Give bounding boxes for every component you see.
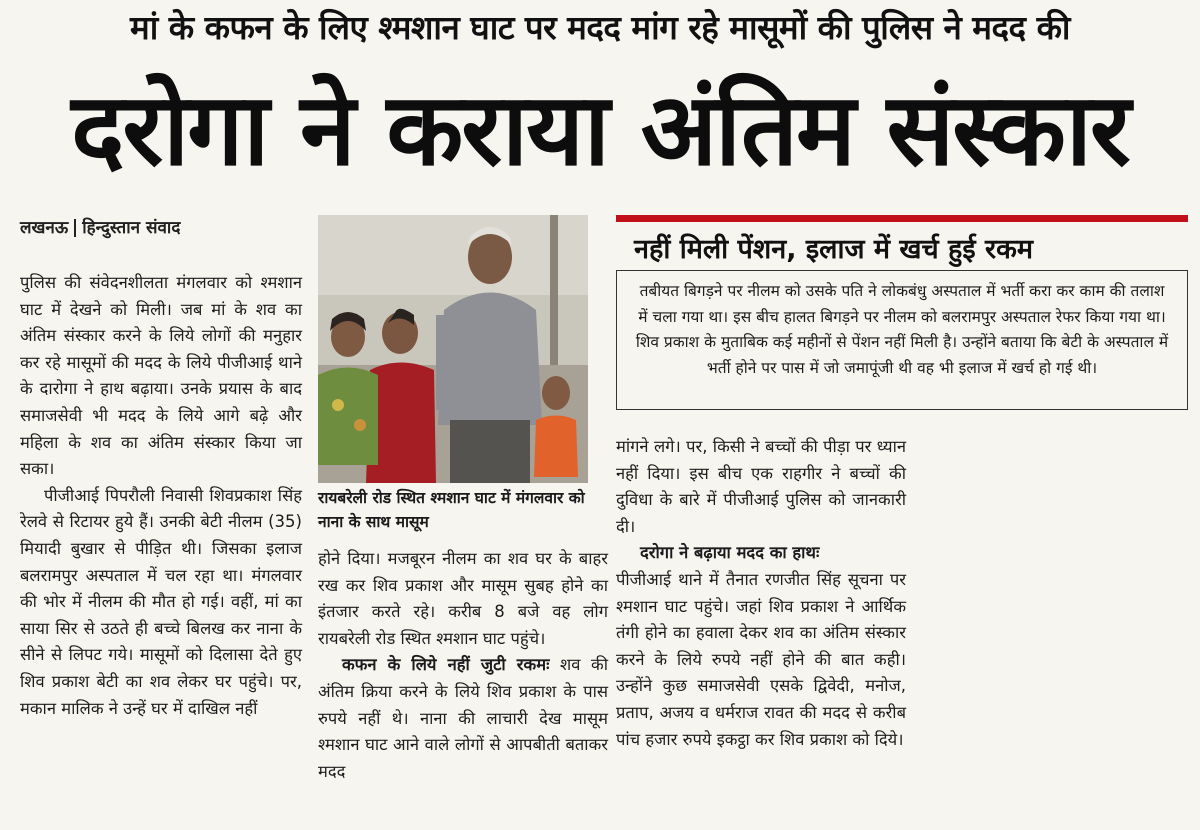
byline-divider: [74, 219, 76, 237]
photo-illustration: [318, 215, 588, 483]
paragraph: पीजीआई पिपरौली निवासी शिवप्रकाश सिंह रेलवे से रिटायर हुये हैं। उनकी बेटी नीलम (35) मियादी बुखार से पीड़ित थी। जिसका इलाज बलरामपुर अस्पताल में चल रहा था। मंगलवार की भोर में नीलम की मौत हो गई। वहीं, मां का साया सिर से उठते ही बच्चे बिलख कर नाना के सीने से लिपट गये। मासूमों को दिलासा देते हुए शिव प्रकाश बेटी का शव लेकर घर पहुंचे। पर, मकान मालिक ने उन्हें घर में दाखिल नहीं: [20, 485, 302, 718]
byline: [20, 215, 180, 238]
paragraph: मांगने लगे। पर, किसी ने बच्चों की पीड़ा पर ध्यान नहीं दिया। इस बीच एक राहगीर ने बच्चों की दुविधा के बारे में पीजीआई पुलिस को जानकारी दी।: [616, 437, 906, 536]
paragraph: [616, 540, 906, 567]
paragraph: [318, 652, 608, 785]
paragraph: पुलिस की संवेदनशीलता मंगलवार को श्मशान घाट में देखने को मिली। जब मां के शव का अंतिम संस्कार करने के लिये लोगों की मनुहार कर रहे मासूमों की मदद के लिये पीजीआई थाने के दारोगा ने हाथ बढ़ाया। उनके प्रयास के बाद समाजसेवी भी मदद के लिये आगे बढ़े और महिला के शव का अंतिम संस्कार किया जा सका।: [20, 273, 302, 479]
photo-caption: रायबरेली रोड स्थित श्मशान घाट में मंगलवार को नाना के साथ मासूम: [318, 489, 585, 531]
sidebar-box: [616, 215, 1188, 411]
main-headline: दरोगा ने कराया अंतिम संस्कार: [71, 71, 1129, 188]
sidebar-title: नहीं मिली पेंशन, इलाज में खर्च हुई रकम: [634, 234, 1033, 265]
article-column-1: [20, 270, 302, 722]
sidebar-text: तबीयत बिगड़ने पर नीलम को उसके पति ने लोकबंधु अस्पताल में भर्ती करा कर काम की तलाश में चला गया था। इस बीच हालत बिगड़ने पर नीलम को बलरामपुर अस्पताल रेफर किया गया था। शिव प्रकाश के मुताबिक कई महीनों से पेंशन नहीं मिली है। उन्होंने बताया कि बेटी के अस्पताल में भर्ती होने पर पास में जो जमापूंजी थी वह भी इलाज में खर्च हो गई थी।: [616, 270, 1188, 410]
article-column-3: [616, 434, 906, 753]
news-photo: [318, 215, 588, 483]
paragraph: होने दिया। मजबूरन नीलम का शव घर के बाहर रख कर शिव प्रकाश और मासूम सुबह होने का इंतजार करते रहे। करीब 8 बजे वह लोग रायबरेली रोड स्थित श्मशान घाट पहुंचे।: [318, 549, 608, 648]
byline-source: हिन्दुस्तान संवाद: [82, 218, 181, 238]
paragraph-text: शव की अंतिम क्रिया करने के लिये शिव प्रकाश के पास रुपये नहीं थे। नाना की लाचारी देख मासूम श्मशान घाट आने वाले लोगों से आपबीती बताकर मदद: [318, 655, 608, 781]
accent-bar: [616, 215, 1188, 222]
kicker-headline: मां के कफन के लिए श्मशान घाट पर मदद मांग रहे मासूमों की पुलिस ने मदद की: [130, 8, 1070, 47]
paragraph: पीजीआई थाने में तैनात रणजीत सिंह सूचना पर श्मशान घाट पहुंचे। जहां शिव प्रकाश ने आर्थिक तंगी होने का हवाला देकर शव का अंतिम संस्कार करने के लिये रुपये नहीं होने की बात कही। उन्होंने कुछ समाजसेवी एसके द्विवेदी, मनोज, प्रताप, अजय व धर्मराज रावत की मदद से करीब पांच हजार रुपये इकट्ठा कर शिव प्रकाश को दिये।: [616, 569, 906, 749]
byline-place: लखनऊ: [20, 218, 69, 238]
subheading: कफन के लिये नहीं जुटी रकमः: [342, 655, 550, 675]
article-column-2: [318, 546, 608, 785]
subheading: दरोगा ने बढ़ाया मदद का हाथः: [640, 543, 820, 563]
